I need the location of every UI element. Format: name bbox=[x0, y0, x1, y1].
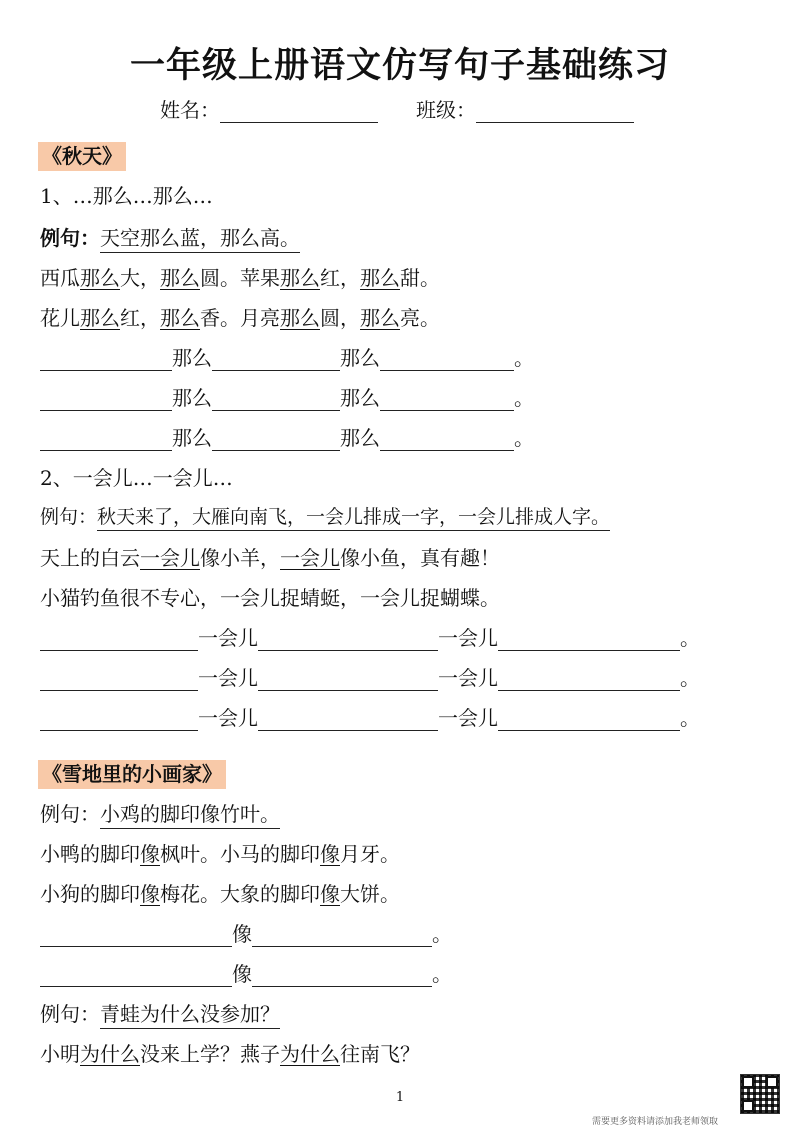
answer-blank[interactable] bbox=[40, 450, 172, 451]
qr-code-icon bbox=[740, 1074, 780, 1114]
name-blank[interactable] bbox=[220, 122, 378, 123]
sample-line: 小猫钓鱼很不专心，一会儿捉蜻蜓，一会儿捉蝴蝶。 bbox=[40, 586, 500, 610]
question-2-label: 2、一会儿…一会儿… bbox=[40, 466, 233, 490]
answer-blank[interactable] bbox=[258, 730, 438, 731]
section-heading-snow-painter: 《雪地里的小画家》 bbox=[38, 760, 226, 789]
answer-blank[interactable] bbox=[498, 650, 680, 651]
practice-line[interactable]: 那么 那么 。 bbox=[40, 426, 534, 451]
sample-line: 小狗的脚印像梅花。大象的脚印像大饼。 bbox=[40, 882, 400, 906]
practice-line[interactable]: 一会儿 一会儿 。 bbox=[40, 626, 700, 651]
page-title: 一年级上册语文仿写句子基础练习 bbox=[129, 46, 670, 86]
answer-blank[interactable] bbox=[212, 410, 340, 411]
practice-line[interactable]: 像 。 bbox=[40, 962, 452, 987]
answer-blank[interactable] bbox=[212, 450, 340, 451]
answer-blank[interactable] bbox=[498, 690, 680, 691]
answer-blank[interactable] bbox=[40, 730, 198, 731]
practice-line[interactable]: 那么 那么 。 bbox=[40, 386, 534, 411]
sample-line: 天上的白云一会儿像小羊，一会儿像小鱼，真有趣！ bbox=[40, 546, 500, 570]
example-sentence: 天空那么蓝，那么高。 bbox=[100, 226, 300, 253]
sample-line: 小鸭的脚印像枫叶。小马的脚印像月牙。 bbox=[40, 842, 400, 866]
section-heading-autumn: 《秋天》 bbox=[38, 142, 126, 171]
example-prefix: 例句： bbox=[40, 226, 100, 250]
name-label: 姓名： bbox=[160, 98, 220, 122]
answer-blank[interactable] bbox=[40, 986, 232, 987]
page-number: 1 bbox=[395, 1090, 405, 1105]
answer-blank[interactable] bbox=[40, 946, 232, 947]
practice-line[interactable]: 一会儿 一会儿 。 bbox=[40, 666, 700, 691]
answer-blank[interactable] bbox=[498, 730, 680, 731]
answer-blank[interactable] bbox=[258, 690, 438, 691]
practice-line[interactable]: 像 。 bbox=[40, 922, 452, 947]
example-sentence: 小鸡的脚印像竹叶。 bbox=[100, 802, 280, 829]
footer-note: 需要更多资料请添加我老师领取 bbox=[592, 1117, 719, 1127]
answer-blank[interactable] bbox=[40, 650, 198, 651]
answer-blank[interactable] bbox=[380, 450, 514, 451]
answer-blank[interactable] bbox=[252, 946, 432, 947]
practice-line[interactable]: 那么 那么 。 bbox=[40, 346, 534, 371]
example-prefix: 例句： bbox=[40, 506, 98, 528]
example-2 bbox=[40, 506, 610, 530]
class-label: 班级： bbox=[416, 98, 476, 122]
question-1-label: 1、…那么…那么… bbox=[40, 184, 213, 208]
answer-blank[interactable] bbox=[380, 370, 514, 371]
example-4 bbox=[40, 1002, 280, 1027]
sample-line: 小明为什么没来上学？燕子为什么往南飞？ bbox=[40, 1042, 420, 1066]
practice-line[interactable]: 一会儿 一会儿 。 bbox=[40, 706, 700, 731]
answer-blank[interactable] bbox=[252, 986, 432, 987]
class-field bbox=[416, 94, 634, 123]
example-sentence: 青蛙为什么没参加？ bbox=[100, 1002, 280, 1029]
answer-blank[interactable] bbox=[40, 690, 198, 691]
example-sentence: 秋天来了，大雁向南飞，一会儿排成一字，一会儿排成人字。 bbox=[97, 506, 610, 531]
example-3 bbox=[40, 802, 280, 827]
answer-blank[interactable] bbox=[258, 650, 438, 651]
name-field bbox=[160, 94, 378, 123]
example-prefix: 例句： bbox=[40, 802, 100, 826]
sample-line: 花儿那么红，那么香。月亮那么圆，那么亮。 bbox=[40, 306, 440, 330]
class-blank[interactable] bbox=[476, 122, 634, 123]
example-prefix: 例句： bbox=[40, 1002, 100, 1026]
example-1 bbox=[40, 226, 300, 251]
answer-blank[interactable] bbox=[40, 410, 172, 411]
sample-line: 西瓜那么大，那么圆。苹果那么红，那么甜。 bbox=[40, 266, 440, 290]
answer-blank[interactable] bbox=[40, 370, 172, 371]
answer-blank[interactable] bbox=[212, 370, 340, 371]
answer-blank[interactable] bbox=[380, 410, 514, 411]
